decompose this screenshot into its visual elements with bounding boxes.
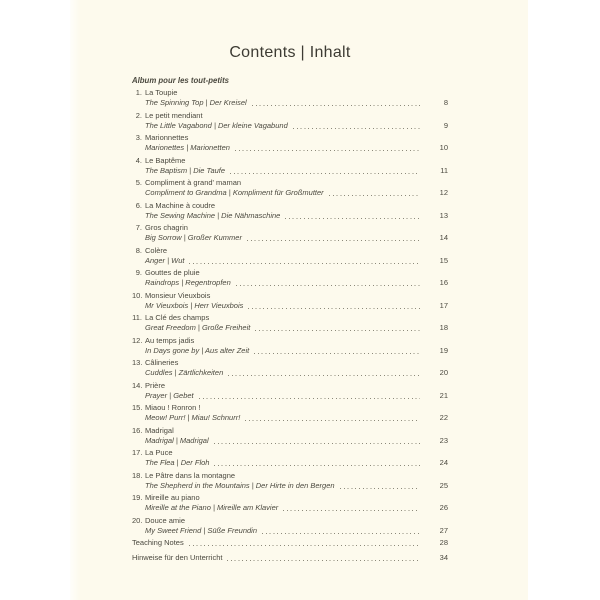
dot-leader <box>189 263 420 264</box>
toc-entry-translation-line <box>132 98 448 108</box>
toc-entry-translation: Marionettes | Marionetten <box>145 143 230 152</box>
dot-leader <box>236 285 420 286</box>
toc-entry <box>132 426 448 446</box>
toc-entry-number: 11. <box>132 313 142 322</box>
toc-entry-title: Marionnettes <box>145 133 189 142</box>
toc-entry <box>132 268 448 288</box>
toc-entry-translation: Raindrops | Regentropfen <box>145 278 231 287</box>
toc-entry-page-number: 24 <box>439 458 448 467</box>
toc-entry <box>132 358 448 378</box>
toc-entry-page-number: 17 <box>439 300 448 310</box>
toc-entry-title-line <box>132 516 448 526</box>
toc-entry-number: 1. <box>135 88 142 97</box>
toc-entry <box>132 133 448 153</box>
toc-entry-translation-line <box>132 503 448 513</box>
toc-entry-number: 6. <box>135 200 142 210</box>
toc-entry-translation-line <box>132 323 448 333</box>
toc-entry-title-line <box>132 133 448 143</box>
dot-leader <box>214 465 420 466</box>
toc-entry-translation: Mr Vieuxbois | Herr Vieuxbois <box>145 300 244 310</box>
toc-entry-translation: Great Freedom | Große Freiheit <box>145 323 251 332</box>
toc-entry-translation-line <box>132 211 448 221</box>
toc-extra-row <box>132 553 448 563</box>
toc-entry-title: La Puce <box>145 448 173 457</box>
toc-entry-title-line <box>132 403 448 413</box>
page-title: Contents | Inhalt <box>229 44 351 61</box>
toc-entry <box>132 246 448 266</box>
toc-extra-rows <box>132 538 448 563</box>
toc-entry <box>132 291 448 311</box>
toc-entry-number: 10. <box>132 290 143 300</box>
toc-list <box>132 88 448 536</box>
toc-entry-translation: Prayer | Gebet <box>145 390 194 400</box>
dot-leader <box>252 105 420 106</box>
dot-leader <box>199 398 420 399</box>
toc-entry-number: 12. <box>132 335 143 345</box>
toc-entry-number: 5. <box>135 178 142 187</box>
dot-leader <box>227 560 420 561</box>
dot-leader <box>245 420 420 421</box>
toc-entry-title: Gouttes de pluie <box>145 268 200 277</box>
toc-entry <box>132 88 448 108</box>
toc-entry-translation-line <box>132 188 448 198</box>
toc-entry-translation-line <box>132 121 448 131</box>
toc-entry-translation-line <box>132 413 448 423</box>
toc-entry-translation-line <box>132 166 448 176</box>
toc-entry-title-line <box>132 223 448 233</box>
toc-entry-number: 14. <box>132 380 143 390</box>
toc-entry-page-number: 23 <box>439 435 448 445</box>
toc-entry <box>132 313 448 333</box>
toc-entry-number: 7. <box>135 223 142 232</box>
toc-entry-title-line <box>132 178 448 188</box>
toc-entry <box>132 471 448 491</box>
toc-entry <box>132 336 448 356</box>
toc-entry-title-line <box>132 156 448 166</box>
toc-entry-title: Au temps jadis <box>145 335 195 345</box>
toc-entry-number: 19. <box>132 493 143 502</box>
dot-leader <box>248 308 420 309</box>
toc-entry-translation: Mireille at the Piano | Mireille am Klavier <box>145 503 279 512</box>
dot-leader <box>293 128 420 129</box>
toc-entry <box>132 201 448 221</box>
toc-entry-title-line <box>132 493 448 503</box>
toc-entry-translation: My Sweet Friend | Süße Freundin <box>145 525 257 535</box>
toc-entry-number: 17. <box>132 448 143 457</box>
toc-entry-page-number: 15 <box>439 255 448 265</box>
toc-entry-number: 20. <box>132 515 143 525</box>
toc-entry-title: Le Pâtre dans la montagne <box>145 470 236 480</box>
toc-entry-title: Le petit mendiant <box>145 110 203 120</box>
toc-entry <box>132 223 448 243</box>
toc-entry-page-number: 25 <box>439 480 448 490</box>
toc-entry-number: 18. <box>132 470 143 480</box>
toc-entry-title: Compliment à grand' maman <box>145 178 242 187</box>
dot-leader <box>340 488 420 489</box>
toc-entry-page-number: 22 <box>439 413 448 422</box>
toc-entry-title-line <box>132 88 448 98</box>
toc-entry-translation-line <box>132 346 448 356</box>
toc-entry-page-number: 9 <box>443 120 448 130</box>
toc-entry-page-number: 20 <box>439 368 448 377</box>
dot-leader <box>285 218 420 219</box>
toc-entry-translation: Compliment to Grandma | Kompliment für Großmutter <box>145 188 324 197</box>
toc-entry-number: 2. <box>135 110 142 120</box>
toc-entry-page-number: 26 <box>439 503 448 512</box>
toc-entry-title: Colère <box>145 245 168 255</box>
toc-entry-title: Miaou ! Ronron ! <box>145 403 201 412</box>
dot-leader <box>235 150 420 151</box>
toc-entry-translation-line <box>132 436 448 446</box>
toc-entry-number: 13. <box>132 358 143 367</box>
toc-entry-translation: Cuddles | Zärtlichkeiten <box>145 368 224 377</box>
toc-entry-translation-line <box>132 143 448 153</box>
toc-entry <box>132 516 448 536</box>
toc-entry-translation: Meow! Purr! | Miau! Schnurr! <box>145 413 241 422</box>
toc-entry-page-number: 16 <box>439 278 448 287</box>
toc-entry-title-line <box>132 313 448 323</box>
toc-entry-translation: The Flea | Der Floh <box>145 458 210 467</box>
toc-extra-label: Teaching Notes <box>132 538 184 547</box>
toc-entry-number: 3. <box>135 133 142 142</box>
toc-entry-translation: The Spinning Top | Der Kreisel <box>145 98 247 107</box>
toc-entry-title-line <box>132 201 448 211</box>
toc-entry <box>132 111 448 131</box>
toc-entry-title: Le Baptême <box>145 155 186 165</box>
dot-leader <box>262 533 420 534</box>
book-page <box>70 0 528 600</box>
dot-leader <box>247 240 420 241</box>
toc-entry-title-line <box>132 246 448 256</box>
toc-entry-translation-line <box>132 391 448 401</box>
dot-leader <box>283 510 420 511</box>
toc-entry-number: 9. <box>135 268 142 277</box>
toc-entry <box>132 403 448 423</box>
toc-entry <box>132 448 448 468</box>
toc-entry-title: Monsieur Vieuxbois <box>145 290 211 300</box>
toc-entry <box>132 381 448 401</box>
toc-entry-page-number: 13 <box>439 210 448 220</box>
dot-leader <box>254 353 420 354</box>
toc-entry-title-line <box>132 448 448 458</box>
toc-entry-page-number: 10 <box>439 143 448 152</box>
toc-entry-translation: Anger | Wut <box>145 255 185 265</box>
dot-leader <box>214 443 420 444</box>
dot-leader <box>255 330 420 331</box>
dot-leader <box>230 173 420 174</box>
dot-leader <box>189 545 420 546</box>
toc-entry <box>132 156 448 176</box>
toc-entry-title-line <box>132 291 448 301</box>
toc-entry-page-number: 12 <box>439 188 448 197</box>
contents-page <box>132 0 448 563</box>
toc-entry-translation-line <box>132 481 448 491</box>
toc-entry-title-line <box>132 381 448 391</box>
toc-entry-translation-line <box>132 278 448 288</box>
toc-entry-page-number: 21 <box>439 390 448 400</box>
collection-title: Album pour les tout-petits <box>132 76 230 85</box>
toc-entry-translation-line <box>132 256 448 266</box>
toc-entry <box>132 178 448 198</box>
toc-entry-title-line <box>132 426 448 436</box>
toc-entry-title: Madrigal <box>145 425 174 435</box>
toc-entry-title-line <box>132 471 448 481</box>
toc-entry-page-number: 19 <box>439 345 448 355</box>
toc-entry-translation: The Sewing Machine | Die Nähmaschine <box>145 210 281 220</box>
dot-leader <box>228 375 420 376</box>
toc-extra-row <box>132 538 448 548</box>
toc-entry-translation: In Days gone by | Aus alter Zeit <box>145 345 250 355</box>
toc-entry-translation-line <box>132 301 448 311</box>
toc-entry-number: 16. <box>132 425 143 435</box>
toc-entry-title: Câlineries <box>145 358 179 367</box>
toc-entry-page-number: 27 <box>439 525 448 535</box>
toc-entry-title-line <box>132 268 448 278</box>
toc-entry-translation: Big Sorrow | Großer Kummer <box>145 233 242 242</box>
toc-entry-translation: The Little Vagabond | Der kleine Vagabund <box>145 120 288 130</box>
toc-entry-translation: The Baptism | Die Taufe <box>145 165 226 175</box>
toc-entry-title: La Clé des champs <box>145 313 210 322</box>
toc-entry-title-line <box>132 111 448 121</box>
toc-entry-title-line <box>132 358 448 368</box>
toc-entry-number: 8. <box>135 245 142 255</box>
toc-entry-page-number: 8 <box>443 98 448 107</box>
toc-extra-page-number: 28 <box>439 538 448 547</box>
toc-entry-translation-line <box>132 233 448 243</box>
toc-entry-page-number: 11 <box>440 165 448 175</box>
toc-entry-translation-line <box>132 368 448 378</box>
toc-entry-title-line <box>132 336 448 346</box>
toc-entry-page-number: 18 <box>439 323 448 332</box>
toc-entry-title: Douce amie <box>145 515 186 525</box>
toc-entry-title: Mireille au piano <box>145 493 200 502</box>
toc-entry-number: 4. <box>135 155 142 165</box>
dot-leader <box>329 195 420 196</box>
toc-extra-page-number: 34 <box>439 552 448 562</box>
toc-entry <box>132 493 448 513</box>
toc-entry-title: La Machine à coudre <box>145 200 216 210</box>
toc-extra-label: Hinweise für den Unterricht <box>132 552 223 562</box>
toc-entry-title: La Toupie <box>145 88 178 97</box>
toc-entry-title: Gros chagrin <box>145 223 188 232</box>
toc-entry-page-number: 14 <box>439 233 448 242</box>
toc-entry-translation-line <box>132 526 448 536</box>
toc-entry-translation-line <box>132 458 448 468</box>
toc-entry-title: Prière <box>145 380 166 390</box>
toc-entry-translation: Madrigal | Madrigal <box>145 435 209 445</box>
toc-entry-translation: The Shepherd in the Mountains | Der Hirte in den Bergen <box>145 480 335 490</box>
toc-entry-number: 15. <box>132 403 143 412</box>
